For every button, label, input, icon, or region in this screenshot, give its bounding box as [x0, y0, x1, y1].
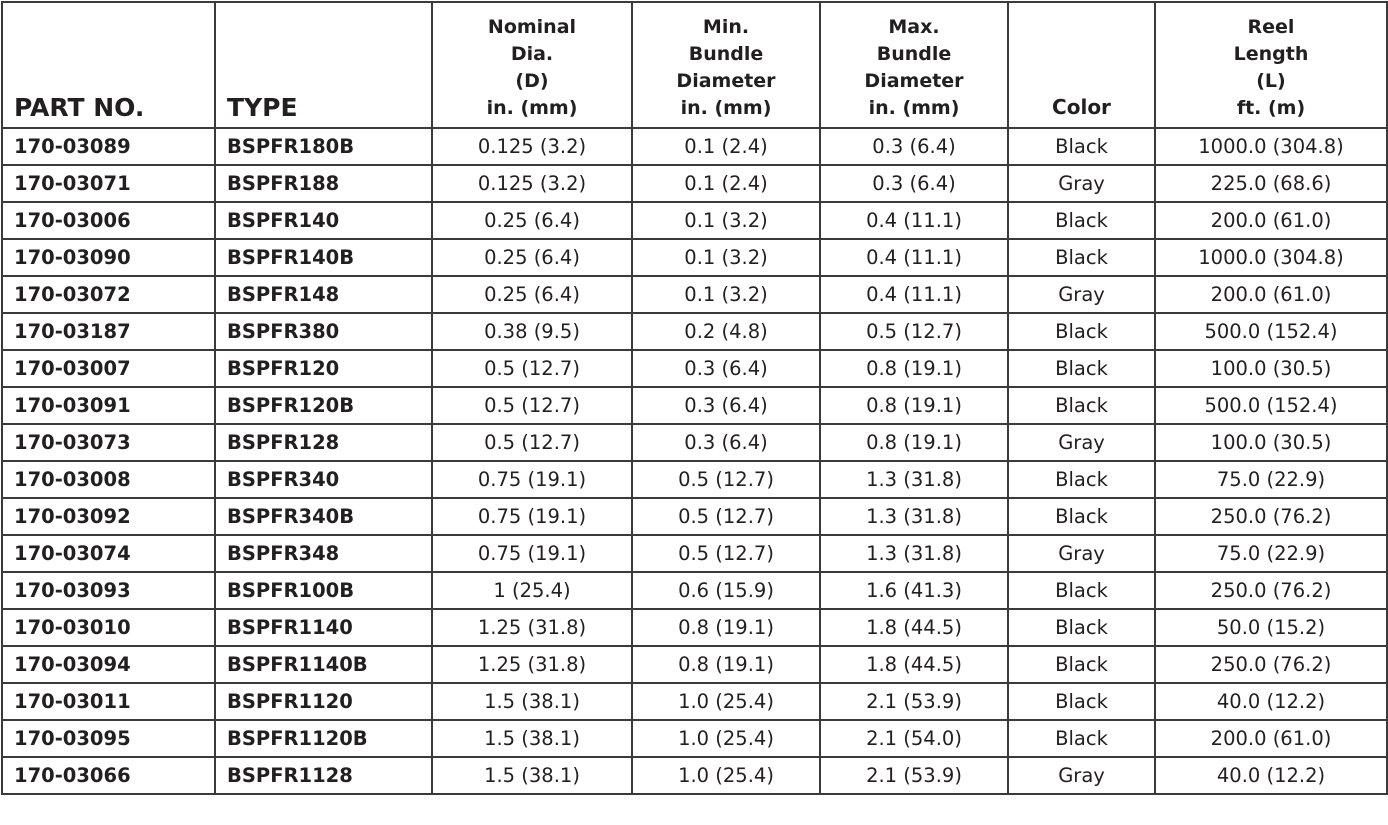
cell-nominal-dia: 1.25 (31.8) — [432, 609, 632, 646]
table-row — [2, 313, 1387, 350]
table-row — [2, 646, 1387, 683]
cell-reel-length: 40.0 (12.2) — [1155, 683, 1387, 720]
cell-part-no: 170-03008 — [2, 461, 215, 498]
cell-nominal-dia: 1 (25.4) — [432, 572, 632, 609]
header-line: Bundle — [876, 43, 952, 65]
cell-part-no: 170-03092 — [2, 498, 215, 535]
cell-color: Gray — [1008, 276, 1155, 313]
cell-type: BSPFR380 — [215, 313, 432, 350]
cell-type: BSPFR100B — [215, 572, 432, 609]
cell-max-bundle-diameter: 0.8 (19.1) — [820, 387, 1008, 424]
table-row — [2, 424, 1387, 461]
cell-color: Black — [1008, 350, 1155, 387]
cell-reel-length: 500.0 (152.4) — [1155, 387, 1387, 424]
cell-type: BSPFR140B — [215, 239, 432, 276]
table-row — [2, 276, 1387, 313]
cell-color: Black — [1008, 387, 1155, 424]
cell-max-bundle-diameter: 2.1 (53.9) — [820, 683, 1008, 720]
cell-nominal-dia: 0.25 (6.4) — [432, 239, 632, 276]
table-row — [2, 572, 1387, 609]
cell-min-bundle-diameter: 0.3 (6.4) — [632, 350, 820, 387]
header-line: ft. (m) — [1236, 97, 1306, 119]
header-line: Diameter — [864, 70, 964, 92]
cell-min-bundle-diameter: 0.5 (12.7) — [632, 535, 820, 572]
header-line: Max. — [888, 16, 940, 38]
cell-part-no: 170-03010 — [2, 609, 215, 646]
cell-type: BSPFR128 — [215, 424, 432, 461]
table-header — [2, 2, 1387, 128]
cell-reel-length: 250.0 (76.2) — [1155, 646, 1387, 683]
cell-max-bundle-diameter: 0.5 (12.7) — [820, 313, 1008, 350]
cell-part-no: 170-03095 — [2, 720, 215, 757]
cell-reel-length: 500.0 (152.4) — [1155, 313, 1387, 350]
cell-type: BSPFR1140B — [215, 646, 432, 683]
cell-reel-length: 200.0 (61.0) — [1155, 276, 1387, 313]
cell-max-bundle-diameter: 0.8 (19.1) — [820, 350, 1008, 387]
cell-nominal-dia: 0.125 (3.2) — [432, 165, 632, 202]
cell-min-bundle-diameter: 0.1 (3.2) — [632, 239, 820, 276]
cell-reel-length: 200.0 (61.0) — [1155, 720, 1387, 757]
cell-max-bundle-diameter: 0.3 (6.4) — [820, 128, 1008, 165]
cell-nominal-dia: 0.75 (19.1) — [432, 535, 632, 572]
cell-part-no: 170-03073 — [2, 424, 215, 461]
cell-max-bundle-diameter: 0.8 (19.1) — [820, 424, 1008, 461]
cell-color: Gray — [1008, 424, 1155, 461]
cell-min-bundle-diameter: 0.1 (2.4) — [632, 128, 820, 165]
table-row — [2, 683, 1387, 720]
cell-color: Black — [1008, 461, 1155, 498]
cell-part-no: 170-03071 — [2, 165, 215, 202]
cell-min-bundle-diameter: 0.1 (3.2) — [632, 276, 820, 313]
cell-type: BSPFR340B — [215, 498, 432, 535]
cell-type: BSPFR1140 — [215, 609, 432, 646]
cell-min-bundle-diameter: 0.3 (6.4) — [632, 424, 820, 461]
cell-nominal-dia: 0.75 (19.1) — [432, 498, 632, 535]
table-row — [2, 609, 1387, 646]
cell-min-bundle-diameter: 0.3 (6.4) — [632, 387, 820, 424]
cell-min-bundle-diameter: 0.8 (19.1) — [632, 646, 820, 683]
header-line: Dia. — [510, 43, 554, 65]
cell-type: BSPFR188 — [215, 165, 432, 202]
cell-part-no: 170-03072 — [2, 276, 215, 313]
cell-nominal-dia: 0.25 (6.4) — [432, 202, 632, 239]
table-row — [2, 165, 1387, 202]
cell-part-no: 170-03011 — [2, 683, 215, 720]
cell-color: Black — [1008, 202, 1155, 239]
cell-reel-length: 75.0 (22.9) — [1155, 535, 1387, 572]
cell-type: BSPFR120B — [215, 387, 432, 424]
cell-max-bundle-diameter: 0.4 (11.1) — [820, 276, 1008, 313]
header-line: Diameter — [676, 70, 776, 92]
header-line: in. (mm) — [486, 97, 578, 119]
cell-color: Gray — [1008, 535, 1155, 572]
cell-reel-length: 75.0 (22.9) — [1155, 461, 1387, 498]
cell-max-bundle-diameter: 1.3 (31.8) — [820, 498, 1008, 535]
cell-min-bundle-diameter: 0.5 (12.7) — [632, 498, 820, 535]
cell-nominal-dia: 0.38 (9.5) — [432, 313, 632, 350]
cell-min-bundle-diameter: 0.8 (19.1) — [632, 609, 820, 646]
cell-min-bundle-diameter: 0.1 (3.2) — [632, 202, 820, 239]
cell-nominal-dia: 1.5 (38.1) — [432, 683, 632, 720]
cell-type: BSPFR340 — [215, 461, 432, 498]
cell-part-no: 170-03007 — [2, 350, 215, 387]
header-color: Color — [1008, 2, 1155, 128]
header-line: (L) — [1256, 70, 1286, 92]
header-nominal-dia — [432, 2, 632, 128]
cell-color: Black — [1008, 646, 1155, 683]
cell-min-bundle-diameter: 1.0 (25.4) — [632, 757, 820, 794]
cell-part-no: 170-03094 — [2, 646, 215, 683]
cell-min-bundle-diameter: 0.2 (4.8) — [632, 313, 820, 350]
header-type: TYPE — [215, 2, 432, 128]
cell-nominal-dia: 0.75 (19.1) — [432, 461, 632, 498]
header-line: in. (mm) — [680, 97, 772, 119]
table-row — [2, 350, 1387, 387]
header-min-bundle-diameter — [632, 2, 820, 128]
table-row — [2, 128, 1387, 165]
table-row — [2, 757, 1387, 794]
cell-color: Black — [1008, 609, 1155, 646]
cell-nominal-dia: 1.5 (38.1) — [432, 757, 632, 794]
cell-reel-length: 100.0 (30.5) — [1155, 350, 1387, 387]
cell-part-no: 170-03089 — [2, 128, 215, 165]
cell-max-bundle-diameter: 2.1 (53.9) — [820, 757, 1008, 794]
header-reel-length — [1155, 2, 1387, 128]
cell-reel-length: 250.0 (76.2) — [1155, 572, 1387, 609]
table-row — [2, 720, 1387, 757]
cell-type: BSPFR120 — [215, 350, 432, 387]
cell-max-bundle-diameter: 0.3 (6.4) — [820, 165, 1008, 202]
table-row — [2, 387, 1387, 424]
cell-nominal-dia: 0.5 (12.7) — [432, 350, 632, 387]
cell-part-no: 170-03074 — [2, 535, 215, 572]
header-line: Length — [1233, 43, 1309, 65]
cell-reel-length: 225.0 (68.6) — [1155, 165, 1387, 202]
cell-max-bundle-diameter: 1.3 (31.8) — [820, 461, 1008, 498]
cell-min-bundle-diameter: 0.6 (15.9) — [632, 572, 820, 609]
cell-min-bundle-diameter: 1.0 (25.4) — [632, 720, 820, 757]
cell-max-bundle-diameter: 0.4 (11.1) — [820, 239, 1008, 276]
cell-color: Black — [1008, 313, 1155, 350]
cell-max-bundle-diameter: 0.4 (11.1) — [820, 202, 1008, 239]
table-row — [2, 535, 1387, 572]
cell-nominal-dia: 1.25 (31.8) — [432, 646, 632, 683]
cell-part-no: 170-03091 — [2, 387, 215, 424]
cell-color: Gray — [1008, 165, 1155, 202]
header-line: Bundle — [688, 43, 764, 65]
cell-part-no: 170-03187 — [2, 313, 215, 350]
cell-nominal-dia: 0.25 (6.4) — [432, 276, 632, 313]
cell-reel-length: 50.0 (15.2) — [1155, 609, 1387, 646]
cell-color: Black — [1008, 572, 1155, 609]
cell-nominal-dia: 0.5 (12.7) — [432, 387, 632, 424]
cell-color: Black — [1008, 128, 1155, 165]
cell-color: Black — [1008, 239, 1155, 276]
table-body — [2, 128, 1387, 794]
cell-color: Black — [1008, 683, 1155, 720]
cell-part-no: 170-03093 — [2, 572, 215, 609]
cell-type: BSPFR1120 — [215, 683, 432, 720]
product-spec-table — [1, 1, 1388, 795]
cell-color: Black — [1008, 720, 1155, 757]
cell-nominal-dia: 1.5 (38.1) — [432, 720, 632, 757]
cell-max-bundle-diameter: 2.1 (54.0) — [820, 720, 1008, 757]
cell-reel-length: 1000.0 (304.8) — [1155, 128, 1387, 165]
cell-reel-length: 1000.0 (304.8) — [1155, 239, 1387, 276]
cell-max-bundle-diameter: 1.8 (44.5) — [820, 646, 1008, 683]
header-line: Reel — [1247, 16, 1295, 38]
cell-type: BSPFR1120B — [215, 720, 432, 757]
cell-part-no: 170-03066 — [2, 757, 215, 794]
cell-reel-length: 200.0 (61.0) — [1155, 202, 1387, 239]
cell-color: Black — [1008, 498, 1155, 535]
cell-color: Gray — [1008, 757, 1155, 794]
table-row — [2, 498, 1387, 535]
cell-part-no: 170-03090 — [2, 239, 215, 276]
cell-nominal-dia: 0.5 (12.7) — [432, 424, 632, 461]
header-line: Min. — [702, 16, 750, 38]
cell-part-no: 170-03006 — [2, 202, 215, 239]
table-row — [2, 461, 1387, 498]
cell-min-bundle-diameter: 1.0 (25.4) — [632, 683, 820, 720]
header-line: (D) — [515, 70, 549, 92]
cell-type: BSPFR348 — [215, 535, 432, 572]
cell-reel-length: 100.0 (30.5) — [1155, 424, 1387, 461]
cell-min-bundle-diameter: 0.5 (12.7) — [632, 461, 820, 498]
table-row — [2, 239, 1387, 276]
header-line: Nominal — [487, 16, 577, 38]
cell-type: BSPFR1128 — [215, 757, 432, 794]
header-line: in. (mm) — [868, 97, 960, 119]
cell-min-bundle-diameter: 0.1 (2.4) — [632, 165, 820, 202]
cell-reel-length: 40.0 (12.2) — [1155, 757, 1387, 794]
cell-type: BSPFR180B — [215, 128, 432, 165]
cell-max-bundle-diameter: 1.6 (41.3) — [820, 572, 1008, 609]
cell-max-bundle-diameter: 1.3 (31.8) — [820, 535, 1008, 572]
cell-reel-length: 250.0 (76.2) — [1155, 498, 1387, 535]
cell-type: BSPFR148 — [215, 276, 432, 313]
cell-max-bundle-diameter: 1.8 (44.5) — [820, 609, 1008, 646]
cell-nominal-dia: 0.125 (3.2) — [432, 128, 632, 165]
header-max-bundle-diameter — [820, 2, 1008, 128]
header-part-no: PART NO. — [2, 2, 215, 128]
cell-type: BSPFR140 — [215, 202, 432, 239]
table-row — [2, 202, 1387, 239]
header-row — [2, 2, 1387, 128]
